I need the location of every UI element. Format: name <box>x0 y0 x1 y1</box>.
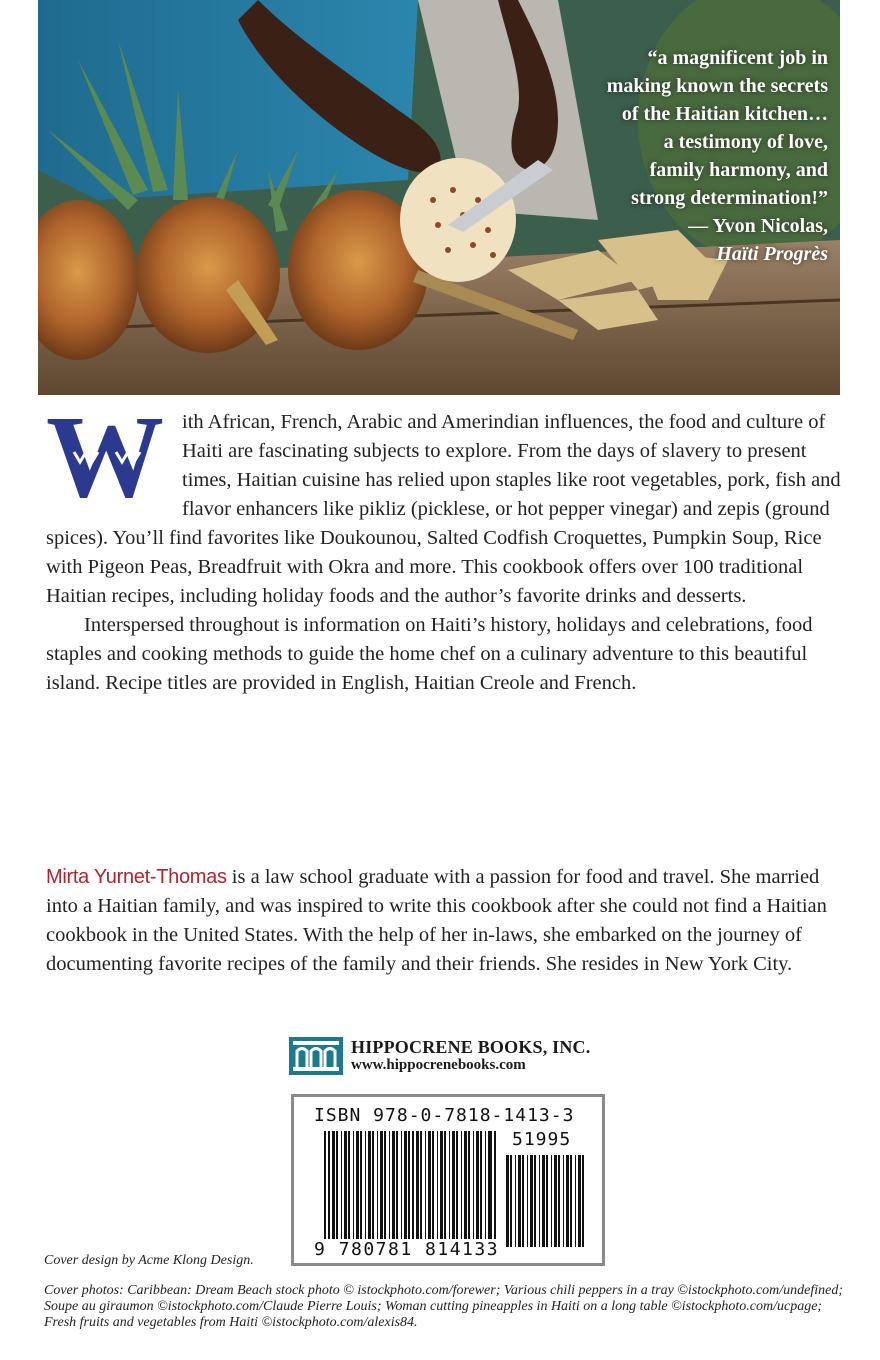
description-paragraph-2: Interspersed throughout is information on Haiti’s history, holidays and celebrations, food staples and cooking methods to guide the home chef on a culinary adventure to this beautiful island. Recipe titles are provided in English, Haitian Creole and French. <box>46 614 813 694</box>
author-bio <box>46 863 846 979</box>
publisher-url: www.hippocrenebooks.com <box>351 1057 526 1073</box>
isbn-barcode <box>291 1094 605 1266</box>
quote-attribution: — Yvon Nicolas, <box>688 215 828 237</box>
isbn-label: ISBN 978-0-7818-1413-3 <box>314 1105 575 1126</box>
cover-design-credit: Cover design by Acme Klong Design. <box>44 1253 254 1268</box>
description-paragraph-1: ith African, French, Arabic and Amerindian influences, the food and culture of Haiti are fascinating subjects to explore. From the days of slavery to present times, Haitian cuisine has relied upon staples like root vegetables, pork, fish and flavor enhancers like pikliz (picklese, or hot pepper vinegar) and zepis (ground spices). You’ll find favorites like Doukounou, Salted Codfish Croquettes, Pumpkin Soup, Rice with Pigeon Peas, Breadfruit with Okra and more. This cookbook offers over 100 traditional Haitian recipes, including holiday foods and the author’s favorite drinks and desserts. <box>46 411 841 607</box>
quote-line: family harmony, and <box>649 159 828 181</box>
dropcap-w <box>46 412 176 504</box>
quote-source: Haïti Progrès <box>716 243 828 265</box>
photo-credits: Cover photos: Caribbean: Dream Beach stock photo © istockphoto.com/forewer; Various chili peppers in a tray ©istockphoto.com/undefined; Soupe au giraumon ©istockphoto.com/Claude Pierre Louis; Woman cutting pineapples in Haiti on a long table ©istockphoto.com/ucpage; Fresh fruits and vegetables from Haiti ©istockphoto.com/alexis84. <box>44 1283 844 1330</box>
dropcap-letter: W <box>46 412 164 504</box>
quote-line: strong determination!” <box>631 187 828 209</box>
quote-line: “a magnificent job in <box>647 47 828 69</box>
author-bio-text: is a law school graduate with a passion for food and travel. She married into a Haitian family, and was inspired to write this cookbook after she could not find a Haitian cookbook in the United States. With the help of her in-laws, she embarked on the journey of documenting favorite recipes of the family and their friends. She resides in New York City. <box>46 866 827 975</box>
quote-line: of the Haitian kitchen… <box>621 103 828 125</box>
price-code: 51995 <box>512 1129 572 1150</box>
quote-line: a testimony of love, <box>663 131 828 153</box>
hippocrene-logo-icon <box>289 1037 343 1075</box>
publisher-block <box>289 1037 629 1077</box>
publisher-name: HIPPOCRENE BOOKS, INC. <box>351 1037 591 1057</box>
cover-photo <box>38 0 840 395</box>
author-name: Mirta Yurnet-Thomas <box>46 866 227 888</box>
barcode-digits: 9 780781 814133 <box>314 1239 500 1260</box>
quote-line: making known the secrets <box>606 75 828 97</box>
review-quote <box>538 44 828 268</box>
book-description <box>46 408 846 698</box>
